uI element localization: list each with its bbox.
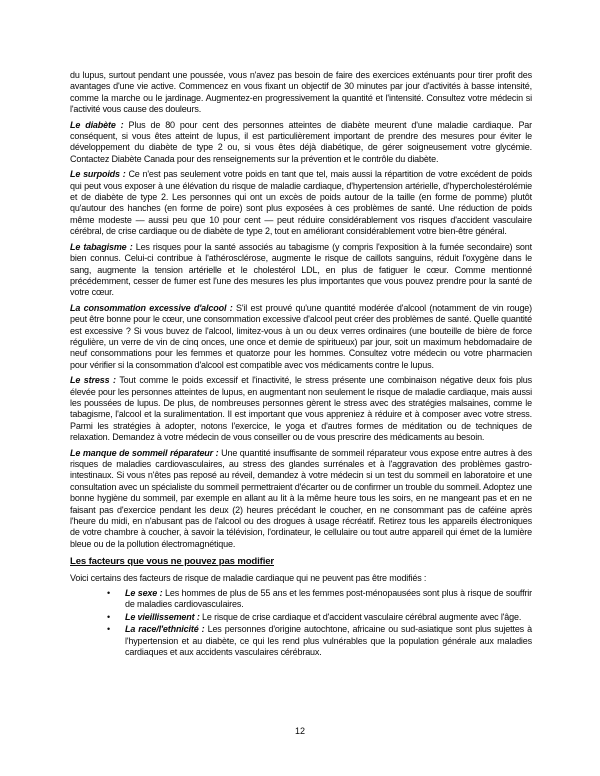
- paragraph-text: Plus de 80 pour cent des personnes atteintes de diabète meurent d'une maladie cardiaque. Par conséquent, si vous êtes atteint de lupus, il est particulièrement important de prendre des mesures pour éviter le développement du diabète de type 2 ou, si vous êtes déjà diabétique, de gérer soigneusement votre glycémie. Contactez Diabète Canada pour des renseignements sur la prévention et le contrôle du diabète.: [70, 119, 532, 164]
- bullet-lead: Le sexe :: [125, 588, 163, 599]
- section-intro: Voici certains des facteurs de risque de maladie cardiaque qui ne peuvent pas être modifiés :: [70, 572, 427, 583]
- paragraph-smoking: [70, 242, 532, 299]
- paragraph-alcohol: [70, 303, 532, 371]
- paragraph-lead: Le tabagisme :: [70, 241, 133, 252]
- paragraph-text: Les risques pour la santé associés au tabagisme (y compris l'exposition à la fumée secondaire) sont bien connus. Celui-ci contribue à l'athérosclérose, augmente le risque de caillots sanguins, réduit l'oxygène dans le sang, augmente la tension artérielle et le cholestérol LDL, en plus de fatiguer le cœur. Comme mentionné précédemment, cesser de fumer est l'une des mesures les plus importantes que vous pouvez prendre pour la santé de votre cœur.: [70, 241, 532, 298]
- paragraph-lead: Le manque de sommeil réparateur :: [70, 447, 219, 458]
- bullet-list: [70, 588, 532, 658]
- page-content: [70, 70, 532, 660]
- paragraph-stress: [70, 375, 532, 443]
- bullet-text: Le risque de crise cardiaque et d'accident vasculaire cérébral augmente avec l'âge.: [199, 611, 522, 622]
- section-heading: Les facteurs que vous ne pouvez pas modifier: [70, 556, 274, 568]
- paragraph-lead: Le surpoids :: [70, 169, 126, 180]
- bullet-lead: La race/l'ethnicité :: [125, 624, 205, 635]
- page-number: 12: [294, 726, 305, 736]
- paragraph-text: S'il est prouvé qu'une quantité modérée d'alcool (notamment de vin rouge) peut être bonne pour le cœur, une consommation excessive d'alcool peut créer des problèmes de santé. Quelle quantité est excessive ? Si vous buvez de l'alcool, limitez-vous à un ou deux verres ordinaires (une bouteille de bière de force régulière, un verre de vin de cinq onces, une once et demie de spiritueux) par jour, soit un maximum hebdomadaire de neuf consommations pour les femmes et quatorze pour les hommes. Consultez votre médecin ou votre pharmacien pour vérifier si la consommation d'alcool est compatible avec vos médicaments contre le lupus.: [70, 302, 533, 370]
- bullet-icon: •: [107, 588, 111, 599]
- paragraph-text: Ce n'est pas seulement votre poids en tant que tel, mais aussi la répartition de votre excédent de poids qui peut vous exposer à une élévation du risque de maladie cardiaque, d'hypertension artérielle, d'hypercholestérolémie et de diabète de type 2. Les personnes qui ont un excès de poids autour de la taille (en forme de pomme) plutôt qu'autour des hanches (en forme de poire) sont plus exposées à ces problèmes de santé. Une réduction de poids même modeste — aussi peu que 10 pour cent — peut réduire considérablement vos risques d'accident vasculaire cérébral, de crise cardiaque ou de diabète de type 2, tout en améliorant considérablement votre bien-être général.: [70, 169, 532, 237]
- bullet-text: Les hommes de plus de 55 ans et les femmes post-ménopausées sont plus à risque de souffrir de maladies cardiovasculaires.: [125, 588, 532, 610]
- paragraph-text: du lupus, surtout pendant une poussée, vous n'avez pas besoin de faire des exercices exténuants pour tirer profit des avantages d'une vie active. Commencez en vous fixant un objectif de 30 minutes par jour d'activités à basse intensité, comme la marche ou le jardinage. Augmentez-en progressivement la quantité et l'intensité. Consultez votre médecin si l'activité vous cause des douleurs.: [70, 70, 532, 115]
- paragraph-lead: Le stress :: [70, 375, 116, 386]
- bullet-icon: •: [107, 624, 111, 635]
- bullet-lead: Le vieillissement :: [125, 611, 200, 622]
- bullet-item-sex: [70, 588, 532, 611]
- paragraph-text: Tout comme le poids excessif et l'inactivité, le stress présente une combinaison négative deux fois plus élevée pour les personnes atteintes de lupus, en augmentant non seulement le risque de maladie cardiaque, mais aussi les poussées de lupus. De plus, de nombreuses personnes gèrent le stress avec des stratégies malsaines, comme le tabagisme, l'alcool et la suralimentation. Il est important que vous appreniez à réduire et à composer avec votre stress. Parmi les stratégies à adopter, notons l'exercice, le yoga et d'autres formes de méditation ou de techniques de relaxation. Demandez à votre médecin de vous conseiller ou de vous prescrire des médicaments au besoin.: [70, 375, 532, 443]
- bullet-text: Les personnes d'origine autochtone, africaine ou sud-asiatique sont plus sujettes à l'hypertension et au diabète, ce qui les rend plus vulnérables que la population générale aux maladies cardiaques et aux accidents vasculaires cérébraux.: [125, 624, 532, 658]
- paragraph-diabetes: [70, 120, 532, 166]
- bullet-item-ethnicity: [70, 624, 532, 658]
- paragraph-lead: Le diabète :: [70, 119, 124, 130]
- bullet-icon: •: [107, 611, 111, 622]
- bullet-item-aging: [70, 612, 532, 623]
- paragraph-overweight: [70, 169, 532, 237]
- paragraph-exercise-continuation: [70, 70, 532, 116]
- paragraph-text: Une quantité insuffisante de sommeil réparateur vous expose entre autres à des risques de maladies cardiovasculaires, au stress des glandes surrénales et à l'aggravation des problèmes gastro-intestinaux. Si vous n'êtes pas reposé au réveil, demandez à votre médecin si un test du sommeil en laboratoire et une consultation avec un spécialiste du sommeil permettraient d'écarter ou de confirmer un trouble du sommeil. Adoptez une bonne hygiène du sommeil, par exemple en allant au lit à la même heure tous les soirs, en ne mangeant pas et en ne faisant pas d'exercice pendant les deux (2) heures précédant le coucher, en ne consommant pas de caféine après l'heure du midi, en n'abusant pas de l'alcool ou des drogues à usage récréatif. Retirez tous les appareils électroniques de votre chambre à coucher, à savoir la télévision, l'ordinateur, le cellulaire ou tout autre appareil qui émet de la lumière bleue ou de la pollution électromagnétique.: [70, 447, 532, 549]
- paragraph-lead: La consommation excessive d'alcool :: [70, 302, 233, 313]
- paragraph-sleep: [70, 448, 532, 551]
